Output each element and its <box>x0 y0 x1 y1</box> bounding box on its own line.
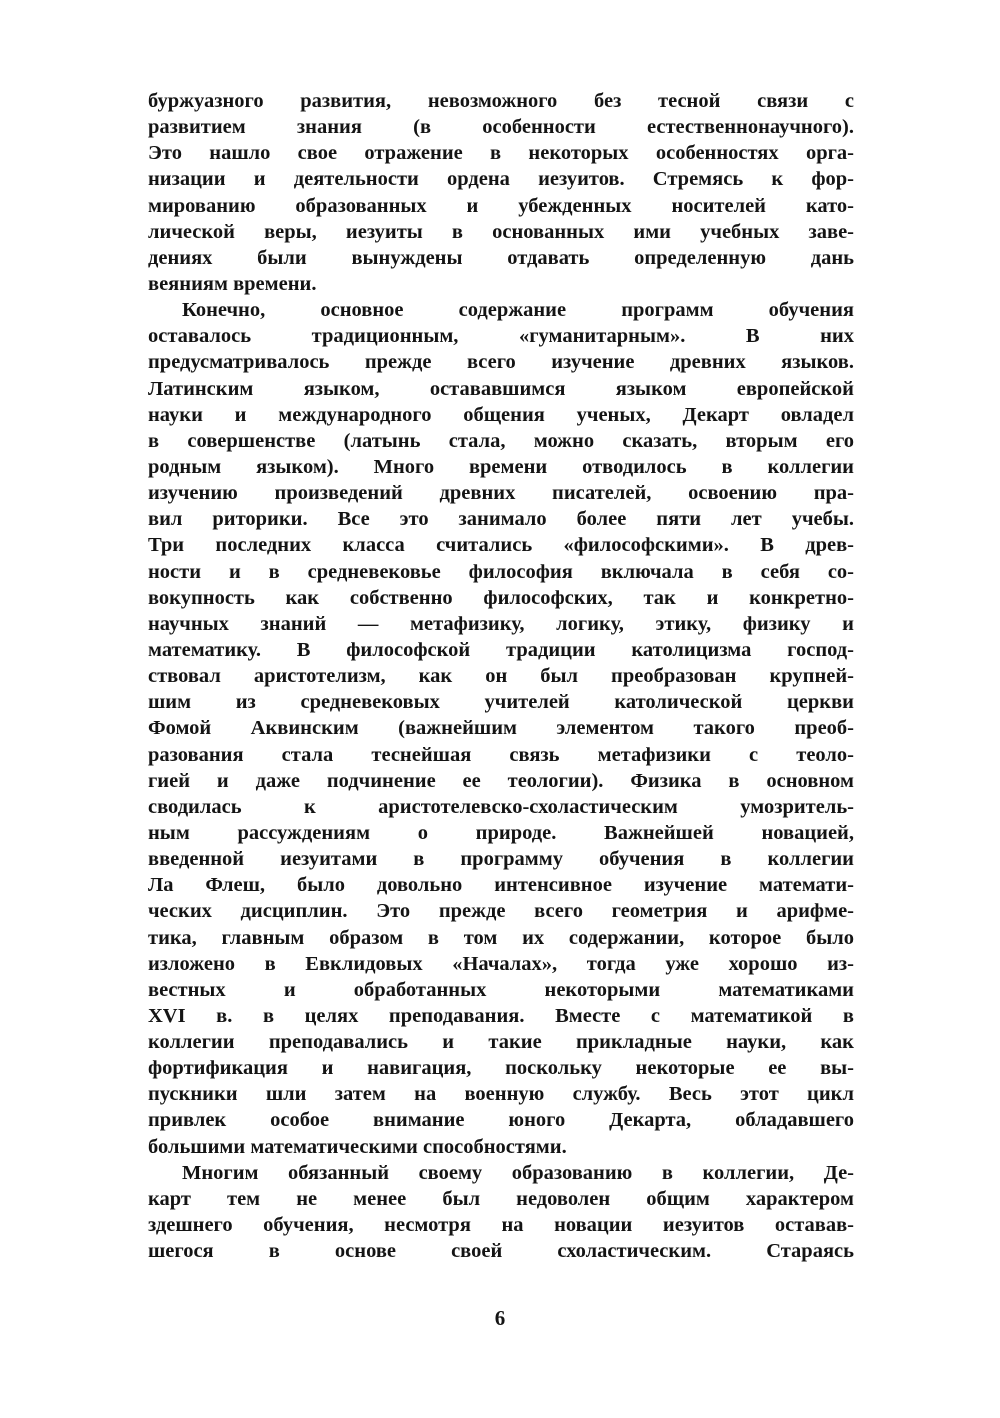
text-line: XVI в. в целях преподавания. Вместе с математикой в <box>148 1004 854 1027</box>
text-line: введенной иезуитами в программу обучения в коллегии <box>148 848 854 871</box>
text-line: низации и деятельности ордена иезуитов. Стремясь к фор- <box>148 168 854 191</box>
text-line: предусматривалось прежде всего изучение древних языков. <box>148 351 854 374</box>
text-line: изучению произведений древних писателей, освоению пра- <box>148 482 854 505</box>
text-line: тика, главным образом в том их содержании, которое было <box>148 926 854 949</box>
text-line: научных знаний — метафизику, логику, этику, физику и <box>148 612 854 635</box>
text-line: Конечно, основное содержание программ обучения <box>182 299 854 322</box>
text-line: сводилась к аристотелевско-схоластическим умозритель- <box>148 795 854 818</box>
text-line: большими математическими способностями. <box>148 1135 567 1158</box>
text-line: шим из средневековых учителей католической церкви <box>148 691 854 714</box>
text-line: Это нашло свое отражение в некоторых особенностях орга- <box>148 142 854 165</box>
page-text <box>148 88 854 1264</box>
text-line: разования стала теснейшая связь метафизики с теоло- <box>148 743 854 766</box>
text-line: ческих дисциплин. Это прежде всего геометрия и арифме- <box>148 900 854 923</box>
text-line: Ла Флеш, было довольно интенсивное изучение математи- <box>148 874 854 897</box>
text-line: в совершенстве (латынь стала, можно сказать, вторым его <box>148 429 854 452</box>
text-line: пускники шли затем на военную службу. Весь этот цикл <box>148 1083 854 1106</box>
text-line: Три последних класса считались «философскими». В древ- <box>148 534 854 557</box>
text-line: дениях были вынуждены отдавать определенную дань <box>148 246 854 269</box>
text-line: Многим обязанный своему образованию в коллегии, Де- <box>182 1161 854 1184</box>
text-line: вокупность как собственно философских, так и конкретно- <box>148 586 854 609</box>
text-line: вестных и обработанных некоторыми математиками <box>148 978 854 1001</box>
text-line: науки и международного общения ученых, Декарт овладел <box>148 403 854 426</box>
text-line: ным рассуждениям о природе. Важнейшей новацией, <box>148 821 854 844</box>
text-line: буржуазного развития, невозможного без тесной связи с <box>148 90 854 112</box>
text-line: родным языком). Много времени отводилось в коллегии <box>148 455 854 478</box>
text-line: привлек особое внимание юного Декарта, обладавшего <box>148 1109 854 1132</box>
text-line: Фомой Аквинским (важнейшим элементом такого преоб- <box>148 717 854 740</box>
text-line: здешнего обучения, несмотря на новации иезуитов оставав- <box>148 1214 854 1237</box>
text-line: оставалось традиционным, «гуманитарным». В них <box>148 325 854 348</box>
text-line: математику. В философской традиции католицизма господ- <box>148 638 854 661</box>
text-line: коллегии преподавались и такие прикладные науки, как <box>148 1031 854 1054</box>
text-line: Латинским языком, остававшимся языком европейской <box>148 377 854 400</box>
text-line: мированию образованных и убежденных носителей като- <box>148 194 854 217</box>
text-line: карт тем не менее был недоволен общим характером <box>148 1187 854 1210</box>
text-line: гией и даже подчинение ее теологии). Физика в основном <box>148 769 854 792</box>
page-number: 6 <box>494 1306 506 1330</box>
text-line: развитием знания (в особенности естественнонаучного). <box>148 116 854 139</box>
text-line: шегося в основе своей схоластическим. Стараясь <box>148 1240 854 1263</box>
text-line: изложено в Евклидовых «Началах», тогда уже хорошо из- <box>148 952 854 975</box>
text-line: веяниям времени. <box>148 272 317 295</box>
text-line: лической веры, иезуиты в основанных ими учебных заве- <box>148 220 854 243</box>
text-line: вил риторики. Все это занимало более пяти лет учебы. <box>148 508 854 531</box>
text-line: ствовал аристотелизм, как он был преобразован крупней- <box>148 665 854 688</box>
text-line: фортификация и навигация, поскольку некоторые ее вы- <box>148 1057 854 1080</box>
text-line: ности и в средневековье философия включала в себя со- <box>148 560 854 583</box>
